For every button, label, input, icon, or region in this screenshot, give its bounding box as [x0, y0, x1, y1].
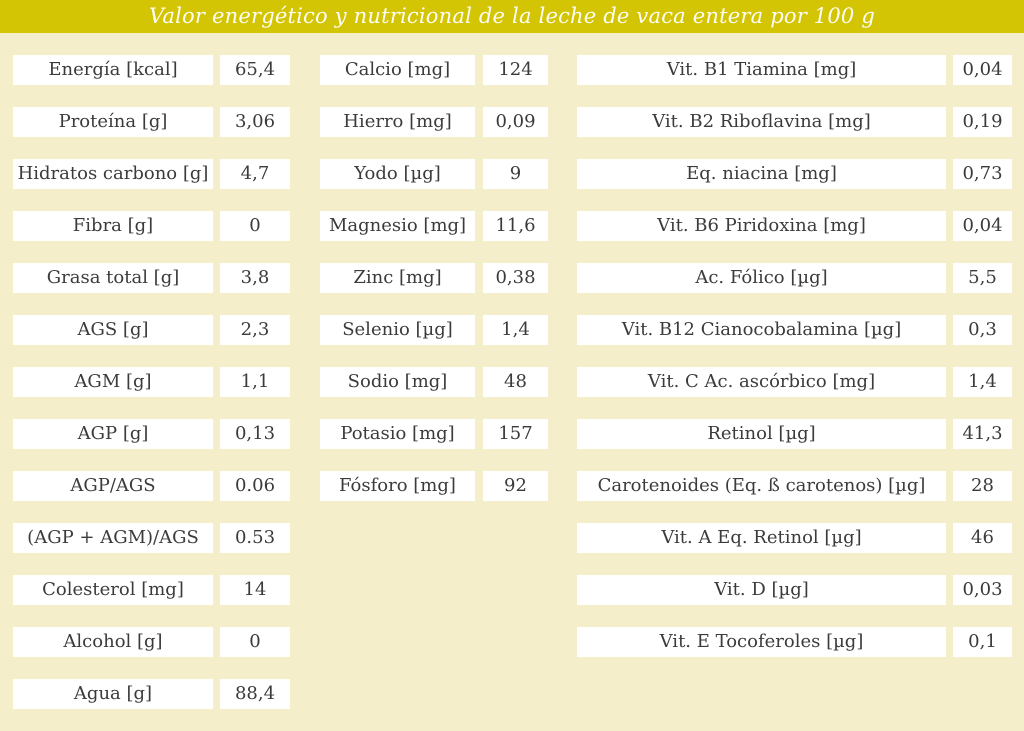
nutrient-label: AGP [g]: [13, 419, 213, 449]
nutrient-label: Ac. Fólico [µg]: [577, 263, 946, 293]
nutrient-label: Sodio [mg]: [320, 367, 475, 397]
nutrient-label: Vit. B1 Tiamina [mg]: [577, 55, 946, 85]
nutrient-label: Grasa total [g]: [13, 263, 213, 293]
nutrient-value: 0.53: [220, 523, 290, 553]
nutrient-value: 88,4: [220, 679, 290, 709]
nutrient-label: Vit. B12 Cianocobalamina [µg]: [577, 315, 946, 345]
nutrient-label: Zinc [mg]: [320, 263, 475, 293]
nutrient-label: AGM [g]: [13, 367, 213, 397]
table-row: [13, 367, 290, 397]
nutrient-label: Potasio [mg]: [320, 419, 475, 449]
nutrient-value: 124: [483, 55, 548, 85]
table-row: [13, 575, 290, 605]
nutrient-label: Selenio [µg]: [320, 315, 475, 345]
table-row: [577, 419, 1012, 449]
nutrient-label: Eq. niacina [mg]: [577, 159, 946, 189]
nutrient-label: AGP/AGS: [13, 471, 213, 501]
table-title-bar: [0, 0, 1024, 33]
nutrient-label: Vit. C Ac. ascórbico [mg]: [577, 367, 946, 397]
nutrient-label: Alcohol [g]: [13, 627, 213, 657]
nutrient-value: 0,13: [220, 419, 290, 449]
column-energy-macronutrients: [13, 55, 290, 731]
nutrient-label: Energía [kcal]: [13, 55, 213, 85]
nutrient-label: Hierro [mg]: [320, 107, 475, 137]
table-row: [13, 211, 290, 241]
table-row: [13, 315, 290, 345]
nutrient-label: Proteína [g]: [13, 107, 213, 137]
table-row: [577, 523, 1012, 553]
nutrient-value: 48: [483, 367, 548, 397]
nutrient-label: Magnesio [mg]: [320, 211, 475, 241]
nutrient-value: 0,73: [953, 159, 1012, 189]
nutrient-value: 1,1: [220, 367, 290, 397]
nutrient-value: 0.06: [220, 471, 290, 501]
nutrient-value: 0,1: [953, 627, 1012, 657]
nutrient-label: Vit. B2 Riboflavina [mg]: [577, 107, 946, 137]
nutrient-label: Carotenoides (Eq. ß carotenos) [µg]: [577, 471, 946, 501]
nutrient-label: Retinol [µg]: [577, 419, 946, 449]
nutrient-value: 3,06: [220, 107, 290, 137]
nutrient-value: 46: [953, 523, 1012, 553]
table-row: [577, 55, 1012, 85]
nutrient-value: 0: [220, 627, 290, 657]
nutrient-value: 0,38: [483, 263, 548, 293]
nutrient-label: Vit. E Tocoferoles [µg]: [577, 627, 946, 657]
nutrient-value: 1,4: [953, 367, 1012, 397]
table-row: [320, 211, 548, 241]
nutrient-label: Colesterol [mg]: [13, 575, 213, 605]
table-row: [577, 627, 1012, 657]
nutrient-value: 0,19: [953, 107, 1012, 137]
table-row: [13, 55, 290, 85]
nutrient-value: 28: [953, 471, 1012, 501]
nutrient-value: 41,3: [953, 419, 1012, 449]
table-row: [320, 315, 548, 345]
nutrient-value: 1,4: [483, 315, 548, 345]
nutrient-value: 5,5: [953, 263, 1012, 293]
nutrient-label: AGS [g]: [13, 315, 213, 345]
column-vitamins: [577, 55, 1012, 679]
table-row: [320, 367, 548, 397]
table-row: [320, 419, 548, 449]
table-row: [13, 523, 290, 553]
nutrient-label: Vit. A Eq. Retinol [µg]: [577, 523, 946, 553]
table-row: [320, 107, 548, 137]
page-title: Valor energético y nutricional de la leche de vaca entera por 100 g: [148, 4, 876, 28]
nutrient-label: Fibra [g]: [13, 211, 213, 241]
table-row: [577, 107, 1012, 137]
table-row: [577, 263, 1012, 293]
table-row: [13, 419, 290, 449]
nutrient-label: Yodo [µg]: [320, 159, 475, 189]
column-minerals: [320, 55, 548, 523]
nutrient-label: Fósforo [mg]: [320, 471, 475, 501]
table-row: [577, 367, 1012, 397]
table-row: [320, 159, 548, 189]
nutrient-value: 92: [483, 471, 548, 501]
table-row: [577, 211, 1012, 241]
table-row: [13, 159, 290, 189]
table-row: [320, 55, 548, 85]
table-row: [577, 159, 1012, 189]
nutrient-value: 0,04: [953, 211, 1012, 241]
nutrient-label: Hidratos carbono [g]: [13, 159, 213, 189]
table-row: [13, 679, 290, 709]
table-row: [577, 471, 1012, 501]
nutrient-value: 0,04: [953, 55, 1012, 85]
nutrient-value: 11,6: [483, 211, 548, 241]
table-row: [577, 575, 1012, 605]
nutrient-label: Agua [g]: [13, 679, 213, 709]
nutrient-value: 65,4: [220, 55, 290, 85]
table-row: [13, 471, 290, 501]
nutrient-value: 4,7: [220, 159, 290, 189]
table-row: [13, 263, 290, 293]
nutrient-label: (AGP + AGM)/AGS: [13, 523, 213, 553]
nutrient-value: 3,8: [220, 263, 290, 293]
nutrient-value: 0,03: [953, 575, 1012, 605]
nutrient-value: 0,09: [483, 107, 548, 137]
nutrient-value: 0,3: [953, 315, 1012, 345]
nutrient-value: 2,3: [220, 315, 290, 345]
nutrient-value: 9: [483, 159, 548, 189]
table-row: [13, 107, 290, 137]
nutrient-label: Calcio [mg]: [320, 55, 475, 85]
nutrient-label: Vit. B6 Piridoxina [mg]: [577, 211, 946, 241]
nutrient-value: 0: [220, 211, 290, 241]
nutrient-label: Vit. D [µg]: [577, 575, 946, 605]
table-row: [577, 315, 1012, 345]
nutrient-value: 157: [483, 419, 548, 449]
table-row: [13, 627, 290, 657]
nutrient-value: 14: [220, 575, 290, 605]
table-row: [320, 471, 548, 501]
table-row: [320, 263, 548, 293]
